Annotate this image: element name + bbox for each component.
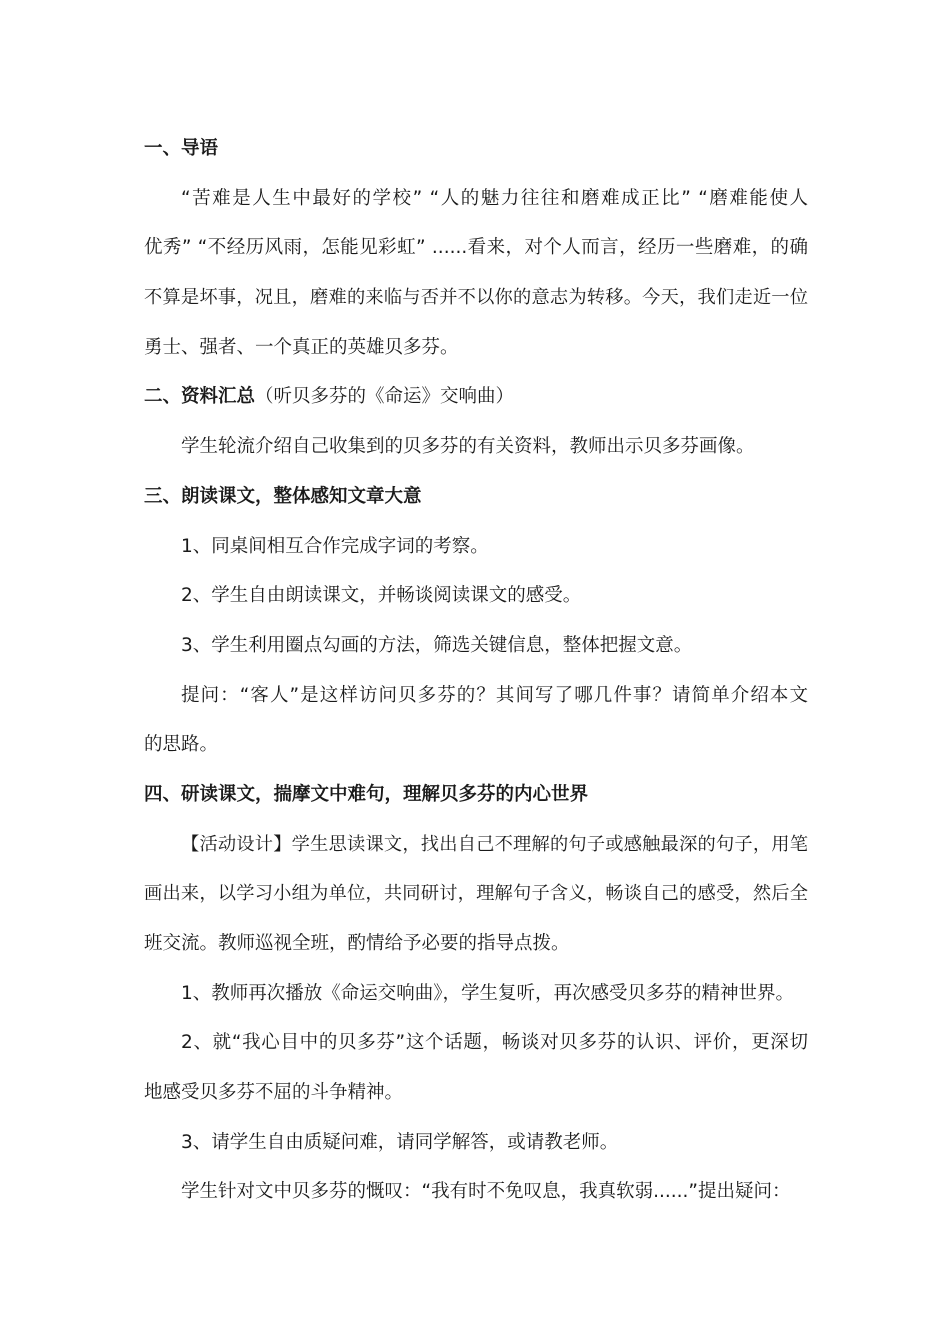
paragraph-line: 画出来，以学习小组为单位，共同研讨，理解句子含义，畅谈自己的感受，然后全 [144, 883, 808, 905]
paragraph-line: 提问：“客人”是这样访问贝多芬的？其间写了哪几件事？请简单介绍本文 [181, 684, 808, 706]
heading-note: （听贝多芬的《命运》交响曲） [255, 386, 515, 408]
paragraph-line: 优秀” “不经历风雨，怎能见彩虹” ......看来，对个人而言，经历一些磨难，的确 [144, 237, 808, 259]
section-heading [144, 770, 808, 820]
heading-text: 三、朗读课文，整体感知文章大意 [144, 485, 422, 507]
paragraph-line: 地感受贝多芬不屈的斗争精神。 [144, 1082, 404, 1104]
paragraph-line: 学生轮流介绍自己收集到的贝多芬的有关资料，教师出示贝多芬画像。 [181, 436, 755, 458]
paragraph-line: 不算是坏事，况且，磨难的来临与否并不以你的意志为转移。今天，我们走近一位 [144, 287, 808, 309]
list-item: 3、学生利用圈点勾画的方法，筛选关键信息，整体把握文意。 [181, 634, 693, 656]
paragraph-line: 学生针对文中贝多芬的慨叹：“我有时不免叹息，我真软弱......”提出疑问： [181, 1181, 791, 1203]
heading-text: 一、导语 [144, 138, 219, 159]
document-body [144, 124, 808, 1217]
list-item: 3、请学生自由质疑问难，请同学解答，或请教老师。 [181, 1131, 619, 1153]
list-item: 2、就“我心目中的贝多芬”这个话题，畅谈对贝多芬的认识、评价，更深切 [181, 1032, 808, 1054]
heading-text: 二、资料汇总 [144, 386, 256, 408]
section-heading [144, 124, 808, 174]
list-item: 1、教师再次播放《命运交响曲》，学生复听，再次感受贝多芬的精神世界。 [181, 982, 795, 1004]
section-heading [144, 472, 808, 522]
paragraph-line: 班交流。教师巡视全班，酌情给予必要的指导点拨。 [144, 933, 570, 954]
paragraph-line: 的思路。 [144, 734, 219, 756]
list-item: 2、学生自由朗读课文，并畅谈阅读课文的感受。 [181, 585, 582, 607]
list-item: 1、同桌间相互合作完成字词的考察。 [181, 535, 489, 557]
paragraph-line: “苦难是人生中最好的学校” “人的魅力往往和磨难成正比” “磨难能使人 [181, 187, 808, 209]
paragraph-line: 勇士、强者、一个真正的英雄贝多芬。 [144, 336, 459, 358]
heading-text: 四、研读课文，揣摩文中难句，理解贝多芬的内心世界 [144, 783, 589, 805]
paragraph-line: 【活动设计】学生思读课文，找出自己不理解的句子或感触最深的句子，用笔 [181, 833, 808, 855]
section-heading [144, 372, 808, 422]
